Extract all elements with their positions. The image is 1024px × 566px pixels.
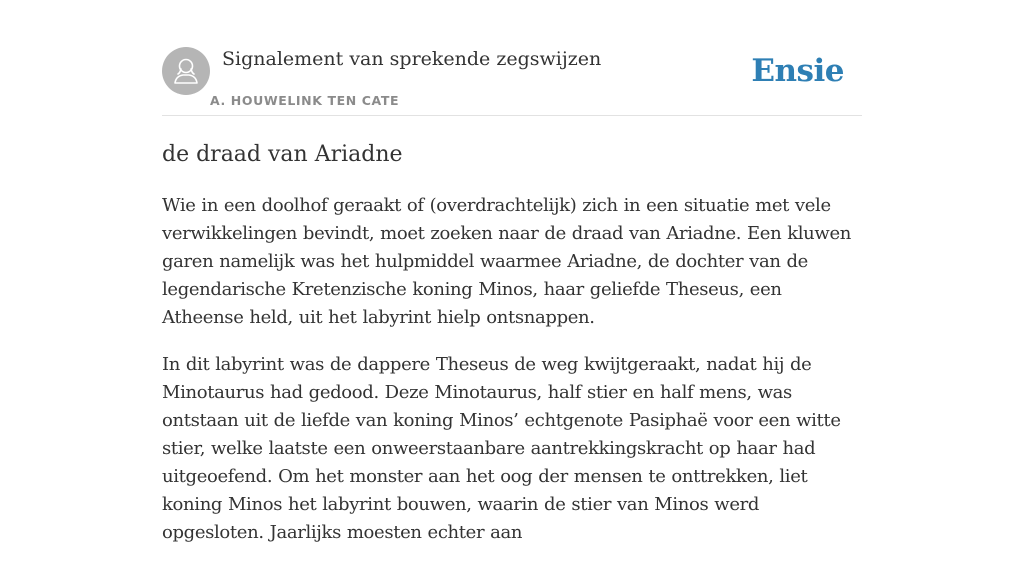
paragraph: Wie in een doolhof geraakt of (overdrachtelijk) zich in een situatie met vele verwikkelingen bevindt, moet zoeken naar de draad van Ariadne. Een kluwen garen namelijk was het hulpmiddel waarmee Ariadne, de dochter van de legendarische Kretenzische koning Minos, haar geliefde Theseus, een Atheense held, uit het labyrint hielp ontsnappen. (162, 195, 852, 328)
source-header (162, 47, 862, 115)
paragraph: In dit labyrint was de dappere Theseus de weg kwijtgeraakt, nadat hij de Minotaurus had gedood. Deze Minotaurus, half stier en half mens, was ontstaan uit de liefde van koning Minos’ echtgenote Pasiphaë voor een witte stier, welke laatste een onweerstaanbare aantrekkingskracht op haar had uitgeoefend. Om het monster aan het oog der mensen te onttrekken, liet koning Minos het labyrint bouwen, waarin de stier van Minos werd opgesloten. Jaarlijks moesten echter aan (162, 354, 841, 543)
entry-content (162, 192, 862, 566)
user-silhouette-icon (162, 47, 210, 95)
header-divider (162, 115, 862, 116)
source-title-link[interactable]: Signalement van sprekende zegswijzen (222, 48, 602, 70)
author-link[interactable]: A. HOUWELINK TEN CATE (210, 93, 400, 108)
avatar (162, 47, 210, 95)
brand-logo[interactable]: Ensie (751, 53, 844, 89)
entry-title: de draad van Ariadne (162, 142, 403, 167)
